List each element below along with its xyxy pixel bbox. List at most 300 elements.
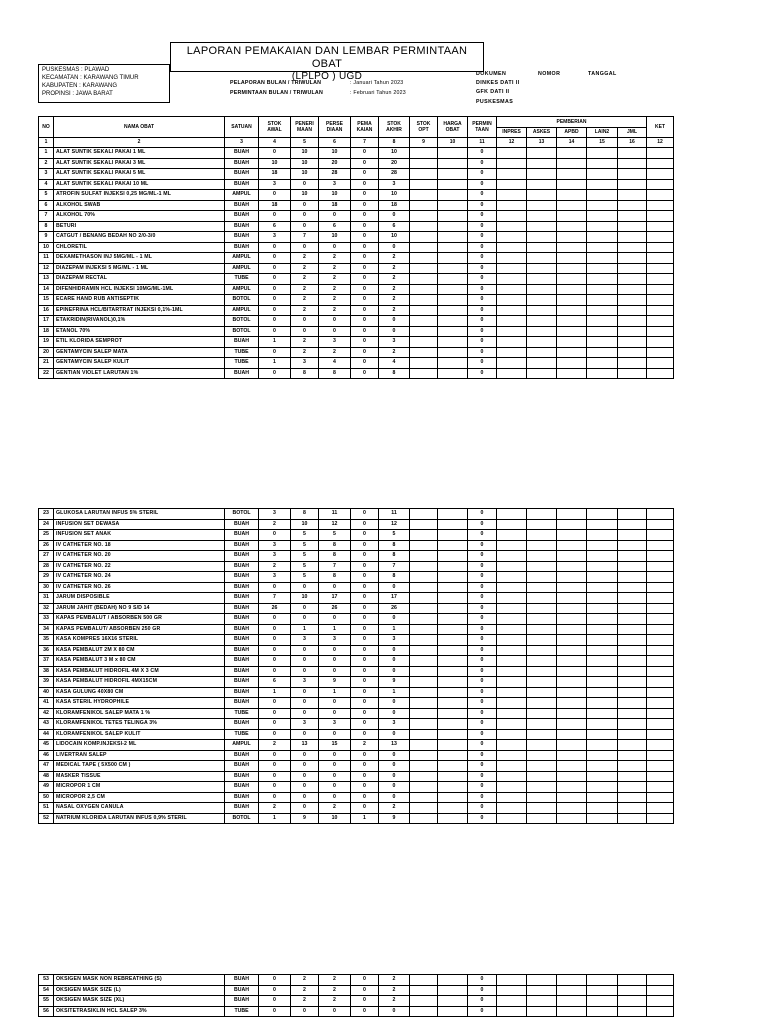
row-unit: BUAH	[225, 179, 259, 190]
row-unit: BUAH	[225, 368, 259, 379]
row-persediaan: 18	[319, 200, 351, 211]
row-permintaan: 0	[468, 687, 497, 698]
row-no: 32	[39, 603, 54, 614]
column-number: 12	[497, 138, 527, 148]
table-row	[39, 740, 674, 751]
row-askes	[527, 635, 557, 646]
row-lain2	[587, 687, 618, 698]
row-permintaan: 0	[468, 975, 497, 986]
row-harga-obat	[438, 614, 468, 625]
row-pemakaian: 0	[351, 561, 379, 572]
row-inpres	[497, 582, 527, 593]
row-inpres	[497, 782, 527, 793]
table-row	[39, 792, 674, 803]
row-pemakaian: 0	[351, 200, 379, 211]
table-row	[39, 624, 674, 635]
row-stok-akhir: 0	[379, 316, 410, 327]
row-stok-akhir: 2	[379, 274, 410, 285]
row-stok-awal: 0	[259, 1006, 291, 1017]
table-row	[39, 326, 674, 337]
row-stok-opt	[410, 614, 438, 625]
row-askes	[527, 519, 557, 530]
row-pemakaian: 0	[351, 708, 379, 719]
row-no: 44	[39, 729, 54, 740]
row-stok-akhir: 2	[379, 305, 410, 316]
row-stok-akhir: 1	[379, 624, 410, 635]
row-unit: BUAH	[225, 158, 259, 169]
row-unit: BUAH	[225, 148, 259, 159]
row-harga-obat	[438, 582, 468, 593]
row-persediaan: 2	[319, 263, 351, 274]
row-no: 39	[39, 677, 54, 688]
row-persediaan: 0	[319, 761, 351, 772]
table-row	[39, 572, 674, 583]
row-inpres	[497, 677, 527, 688]
row-stok-akhir: 2	[379, 347, 410, 358]
row-jml	[618, 996, 647, 1007]
row-jml	[618, 530, 647, 541]
row-stok-awal: 3	[259, 551, 291, 562]
row-no: 26	[39, 540, 54, 551]
row-permintaan: 0	[468, 729, 497, 740]
row-persediaan: 2	[319, 803, 351, 814]
row-askes	[527, 530, 557, 541]
row-stok-akhir: 8	[379, 540, 410, 551]
header-permintaan-line2: TAAN	[475, 127, 489, 133]
row-harga-obat	[438, 593, 468, 604]
row-lain2	[587, 326, 618, 337]
row-askes	[527, 221, 557, 232]
table-row	[39, 761, 674, 772]
row-inpres	[497, 200, 527, 211]
row-stok-opt	[410, 761, 438, 772]
row-no: 2	[39, 158, 54, 169]
column-number: 1	[39, 138, 54, 148]
row-penerimaan: 0	[291, 326, 319, 337]
row-jml	[618, 614, 647, 625]
row-ket	[647, 582, 674, 593]
row-jml	[618, 295, 647, 306]
row-jml	[618, 551, 647, 562]
row-stok-awal: 26	[259, 603, 291, 614]
row-unit: BUAH	[225, 771, 259, 782]
row-askes	[527, 593, 557, 604]
row-ket	[647, 572, 674, 583]
row-unit: TUBE	[225, 274, 259, 285]
row-unit: BUAH	[225, 169, 259, 180]
row-pemakaian: 0	[351, 1006, 379, 1017]
row-inpres	[497, 603, 527, 614]
row-stok-opt	[410, 719, 438, 730]
row-persediaan: 0	[319, 666, 351, 677]
row-harga-obat	[438, 708, 468, 719]
row-harga-obat	[438, 985, 468, 996]
row-stok-opt	[410, 284, 438, 295]
row-permintaan: 0	[468, 179, 497, 190]
row-penerimaan: 10	[291, 169, 319, 180]
row-persediaan: 8	[319, 368, 351, 379]
row-unit: BOTOL	[225, 316, 259, 327]
row-harga-obat	[438, 813, 468, 824]
row-drug-name: LIVERTRAN SALEP	[54, 750, 225, 761]
row-persediaan: 0	[319, 614, 351, 625]
row-drug-name: JARUM JAHIT (BEDAH) NO 9 S/D 14	[54, 603, 225, 614]
row-harga-obat	[438, 635, 468, 646]
row-no: 15	[39, 295, 54, 306]
row-unit: BUAH	[225, 803, 259, 814]
row-jml	[618, 740, 647, 751]
row-apbd	[557, 337, 587, 348]
row-no: 16	[39, 305, 54, 316]
row-stok-opt	[410, 211, 438, 222]
table-row	[39, 593, 674, 604]
row-stok-opt	[410, 750, 438, 761]
row-persediaan: 2	[319, 305, 351, 316]
row-persediaan: 6	[319, 221, 351, 232]
row-inpres	[497, 530, 527, 541]
row-askes	[527, 813, 557, 824]
row-lain2	[587, 813, 618, 824]
row-jml	[618, 761, 647, 772]
row-stok-akhir: 2	[379, 295, 410, 306]
row-pemakaian: 0	[351, 996, 379, 1007]
row-unit: BUAH	[225, 635, 259, 646]
row-stok-awal: 0	[259, 242, 291, 253]
row-inpres	[497, 242, 527, 253]
row-penerimaan: 3	[291, 719, 319, 730]
column-number: 13	[527, 138, 557, 148]
table-row	[39, 530, 674, 541]
row-persediaan: 9	[319, 677, 351, 688]
row-askes	[527, 1006, 557, 1017]
row-ket	[647, 803, 674, 814]
row-no: 55	[39, 996, 54, 1007]
row-pemakaian: 0	[351, 975, 379, 986]
row-stok-awal: 0	[259, 666, 291, 677]
row-permintaan: 0	[468, 221, 497, 232]
row-apbd	[557, 509, 587, 520]
row-askes	[527, 540, 557, 551]
row-pemakaian: 0	[351, 337, 379, 348]
row-stok-akhir: 20	[379, 158, 410, 169]
row-penerimaan: 0	[291, 200, 319, 211]
row-drug-name: ALKOHOL 70%	[54, 211, 225, 222]
row-unit: BUAH	[225, 645, 259, 656]
row-inpres	[497, 761, 527, 772]
row-penerimaan: 0	[291, 708, 319, 719]
row-lain2	[587, 295, 618, 306]
row-pemakaian: 0	[351, 263, 379, 274]
row-askes	[527, 509, 557, 520]
row-unit: BUAH	[225, 337, 259, 348]
row-pemakaian: 0	[351, 771, 379, 782]
row-harga-obat	[438, 190, 468, 201]
row-stok-opt	[410, 782, 438, 793]
row-harga-obat	[438, 368, 468, 379]
row-apbd	[557, 782, 587, 793]
row-pemakaian: 1	[351, 813, 379, 824]
row-persediaan: 11	[319, 509, 351, 520]
row-unit: BOTOL	[225, 813, 259, 824]
row-pemakaian: 0	[351, 761, 379, 772]
row-stok-akhir: 0	[379, 326, 410, 337]
row-jml	[618, 750, 647, 761]
row-permintaan: 0	[468, 263, 497, 274]
row-ket	[647, 158, 674, 169]
row-stok-awal: 0	[259, 274, 291, 285]
row-stok-opt	[410, 593, 438, 604]
row-apbd	[557, 603, 587, 614]
row-pemakaian: 0	[351, 540, 379, 551]
row-stok-akhir: 11	[379, 509, 410, 520]
row-drug-name: BETURI	[54, 221, 225, 232]
row-askes	[527, 792, 557, 803]
row-unit: BUAH	[225, 211, 259, 222]
row-jml	[618, 148, 647, 159]
row-inpres	[497, 771, 527, 782]
header-lain2: LAIN2	[587, 127, 618, 138]
row-pemakaian: 0	[351, 232, 379, 243]
row-unit: BUAH	[225, 242, 259, 253]
row-apbd	[557, 614, 587, 625]
row-persediaan: 10	[319, 148, 351, 159]
row-harga-obat	[438, 645, 468, 656]
row-pemakaian: 0	[351, 347, 379, 358]
row-stok-opt	[410, 358, 438, 369]
row-apbd	[557, 232, 587, 243]
row-stok-opt	[410, 305, 438, 316]
row-drug-name: GENTAMYCIN SALEP MATA	[54, 347, 225, 358]
row-permintaan: 0	[468, 740, 497, 751]
header-penerimaan-line2: MAAN	[297, 127, 312, 133]
row-pemakaian: 0	[351, 190, 379, 201]
row-persediaan: 10	[319, 190, 351, 201]
row-stok-awal: 18	[259, 169, 291, 180]
row-permintaan: 0	[468, 211, 497, 222]
row-drug-name: GENTIAN VIOLET LARUTAN 1%	[54, 368, 225, 379]
row-stok-awal: 0	[259, 316, 291, 327]
row-harga-obat	[438, 519, 468, 530]
report-title-box	[170, 42, 484, 82]
row-stok-awal: 0	[259, 761, 291, 772]
row-lain2	[587, 358, 618, 369]
row-no: 49	[39, 782, 54, 793]
row-stok-awal: 1	[259, 813, 291, 824]
header-inpres: INPRES	[497, 127, 527, 138]
row-unit: BUAH	[225, 985, 259, 996]
row-lain2	[587, 782, 618, 793]
row-inpres	[497, 719, 527, 730]
row-lain2	[587, 740, 618, 751]
row-permintaan: 0	[468, 561, 497, 572]
row-stok-akhir: 0	[379, 750, 410, 761]
row-no: 45	[39, 740, 54, 751]
row-inpres	[497, 729, 527, 740]
row-persediaan: 0	[319, 656, 351, 667]
row-permintaan: 0	[468, 347, 497, 358]
row-stok-akhir: 9	[379, 813, 410, 824]
row-apbd	[557, 158, 587, 169]
row-no: 33	[39, 614, 54, 625]
row-unit: BUAH	[225, 761, 259, 772]
row-harga-obat	[438, 221, 468, 232]
report-period	[230, 78, 406, 98]
row-penerimaan: 0	[291, 782, 319, 793]
row-no: 43	[39, 719, 54, 730]
row-jml	[618, 263, 647, 274]
row-no: 38	[39, 666, 54, 677]
row-lain2	[587, 645, 618, 656]
row-pemakaian: 0	[351, 656, 379, 667]
row-lain2	[587, 190, 618, 201]
row-penerimaan: 0	[291, 761, 319, 772]
row-stok-awal: 0	[259, 975, 291, 986]
row-persediaan: 0	[319, 645, 351, 656]
row-unit: BOTOL	[225, 295, 259, 306]
row-persediaan: 2	[319, 996, 351, 1007]
row-askes	[527, 274, 557, 285]
row-unit: BUAH	[225, 540, 259, 551]
row-apbd	[557, 540, 587, 551]
row-pemakaian: 0	[351, 368, 379, 379]
row-lain2	[587, 985, 618, 996]
row-penerimaan: 3	[291, 677, 319, 688]
row-stok-akhir: 10	[379, 232, 410, 243]
row-ket	[647, 603, 674, 614]
row-drug-name: KASA GULUNG 40X80 CM	[54, 687, 225, 698]
row-stok-awal: 0	[259, 263, 291, 274]
table-row	[39, 614, 674, 625]
row-permintaan: 0	[468, 677, 497, 688]
header-pemakaian-line2: KAIAN	[356, 127, 373, 133]
table-row	[39, 1006, 674, 1017]
row-askes	[527, 148, 557, 159]
row-askes	[527, 771, 557, 782]
row-stok-akhir: 2	[379, 263, 410, 274]
row-penerimaan: 1	[291, 624, 319, 635]
row-drug-name: OKSIGEN MASK NON REBREATHING (S)	[54, 975, 225, 986]
row-stok-akhir: 2	[379, 253, 410, 264]
row-pemakaian: 0	[351, 295, 379, 306]
row-stok-opt	[410, 232, 438, 243]
row-pemakaian: 0	[351, 593, 379, 604]
row-harga-obat	[438, 305, 468, 316]
row-askes	[527, 582, 557, 593]
row-stok-akhir: 17	[379, 593, 410, 604]
row-askes	[527, 572, 557, 583]
row-apbd	[557, 624, 587, 635]
row-penerimaan: 10	[291, 190, 319, 201]
row-unit: AMPUL	[225, 740, 259, 751]
row-drug-name: OKSITETRASIKLIN HCL SALEP 3%	[54, 1006, 225, 1017]
row-lain2	[587, 337, 618, 348]
row-no: 19	[39, 337, 54, 348]
row-persediaan: 0	[319, 242, 351, 253]
row-inpres	[497, 274, 527, 285]
row-stok-akhir: 2	[379, 985, 410, 996]
row-stok-awal: 0	[259, 656, 291, 667]
row-apbd	[557, 253, 587, 264]
row-unit: BUAH	[225, 698, 259, 709]
row-unit: BUAH	[225, 996, 259, 1007]
row-pemakaian: 0	[351, 530, 379, 541]
row-ket	[647, 782, 674, 793]
row-askes	[527, 645, 557, 656]
row-persediaan: 0	[319, 782, 351, 793]
row-drug-name: ALAT SUNTIK SEKALI PAKAI 5 ML	[54, 169, 225, 180]
row-unit: BUAH	[225, 572, 259, 583]
row-permintaan: 0	[468, 593, 497, 604]
row-jml	[618, 221, 647, 232]
row-permintaan: 0	[468, 750, 497, 761]
identity-puskesmas: PUSKESMAS : PLAWAD	[42, 67, 110, 73]
row-stok-opt	[410, 729, 438, 740]
row-ket	[647, 519, 674, 530]
row-no: 37	[39, 656, 54, 667]
row-no: 10	[39, 242, 54, 253]
row-no: 41	[39, 698, 54, 709]
row-harga-obat	[438, 253, 468, 264]
row-stok-opt	[410, 540, 438, 551]
row-persediaan: 3	[319, 337, 351, 348]
row-apbd	[557, 719, 587, 730]
row-persediaan: 0	[319, 326, 351, 337]
row-unit: TUBE	[225, 729, 259, 740]
row-stok-opt	[410, 316, 438, 327]
row-inpres	[497, 509, 527, 520]
row-drug-name: GLUKOSA LARUTAN INFUS 5% STERIL	[54, 509, 225, 520]
row-harga-obat	[438, 750, 468, 761]
row-persediaan: 28	[319, 169, 351, 180]
row-pemakaian: 0	[351, 358, 379, 369]
row-unit: AMPUL	[225, 253, 259, 264]
row-jml	[618, 656, 647, 667]
row-pemakaian: 0	[351, 253, 379, 264]
row-apbd	[557, 519, 587, 530]
row-drug-name: ECARE HAND RUB ANTISEPTIK	[54, 295, 225, 306]
row-pemakaian: 0	[351, 603, 379, 614]
row-lain2	[587, 996, 618, 1007]
row-stok-akhir: 2	[379, 284, 410, 295]
row-drug-name: KASA PEMBALUT 2M X 80 CM	[54, 645, 225, 656]
pelaporan-label: PELAPORAN BULAN / TRIWULAN	[230, 80, 322, 86]
row-no: 53	[39, 975, 54, 986]
column-number: 2	[54, 138, 225, 148]
row-penerimaan: 0	[291, 211, 319, 222]
row-jml	[618, 509, 647, 520]
row-stok-akhir: 3	[379, 719, 410, 730]
row-lain2	[587, 347, 618, 358]
row-ket	[647, 326, 674, 337]
row-stok-opt	[410, 645, 438, 656]
row-inpres	[497, 540, 527, 551]
row-jml	[618, 813, 647, 824]
row-apbd	[557, 200, 587, 211]
row-stok-opt	[410, 253, 438, 264]
row-lain2	[587, 211, 618, 222]
dinkes-label: DINKES DATI II	[476, 80, 520, 87]
row-drug-name: IV CATHETER NO. 20	[54, 551, 225, 562]
row-stok-opt	[410, 813, 438, 824]
row-no: 8	[39, 221, 54, 232]
row-askes	[527, 169, 557, 180]
row-pemakaian: 0	[351, 509, 379, 520]
row-drug-name: KASA STERIL HYDROPHILE	[54, 698, 225, 709]
row-persediaan: 0	[319, 211, 351, 222]
row-lain2	[587, 656, 618, 667]
row-askes	[527, 677, 557, 688]
row-harga-obat	[438, 284, 468, 295]
